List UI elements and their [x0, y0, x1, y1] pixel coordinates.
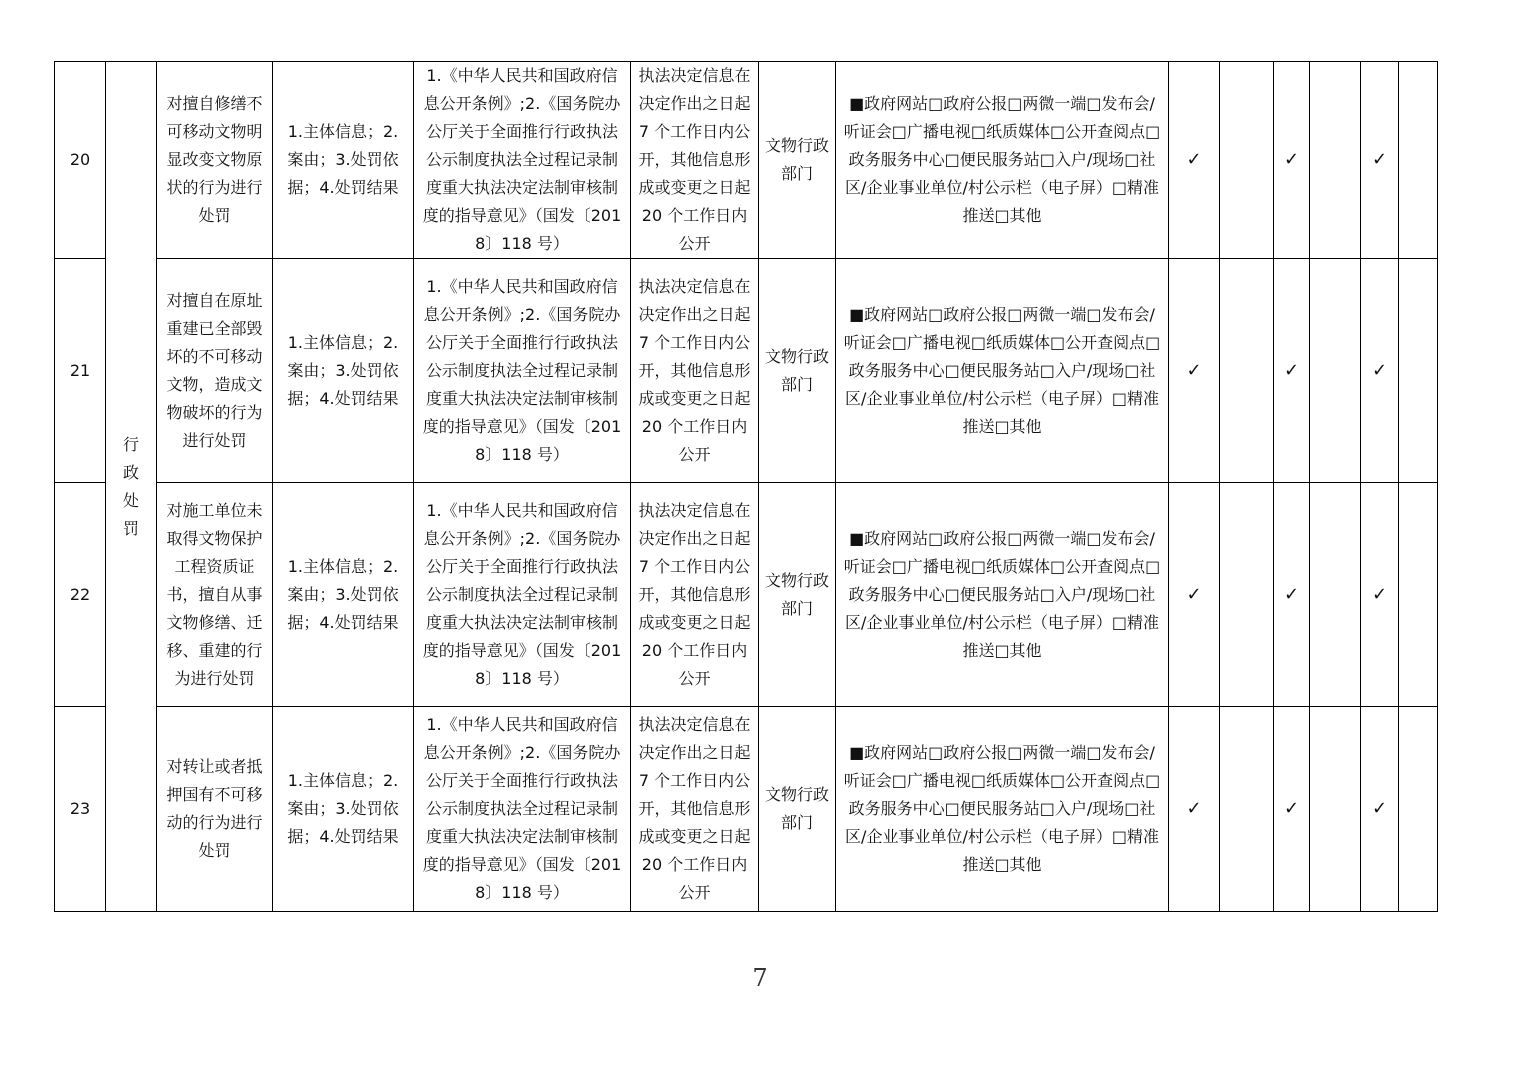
disclosure-channels: ■政府网站□政府公报□两微一端□发布会/ 听证会□广播电视□纸质媒体□公开查阅点□政务服务中心□便民服务站□入户/现场□社区/企业事业单位/村公示栏（电子屏）□精准推送□其他: [836, 62, 1169, 259]
disclosure-department: 文物行政部门: [759, 483, 836, 707]
table-row: [55, 259, 1438, 483]
row-number: 21: [55, 259, 106, 483]
check-cell: ✓: [1169, 259, 1220, 483]
check-cell: [1310, 707, 1361, 912]
disclosure-basis: 1.《中华人民共和国政府信息公开条例》;2.《国务院办公厅关于全面推行行政执法公示制度执法全过程记录制度重大执法决定法制审核制度的指导意见》（国发〔2018〕118 号）: [414, 483, 631, 707]
check-cell: [1310, 62, 1361, 259]
check-cell: [1310, 483, 1361, 707]
check-cell: [1220, 483, 1274, 707]
row-number: 23: [55, 707, 106, 912]
disclosure-time-limit: 执法决定信息在决定作出之日起 7 个工作日内公开，其他信息形成或变更之日起 20 个工作日内公开: [631, 483, 759, 707]
check-cell: ✓: [1274, 259, 1310, 483]
row-number: 20: [55, 62, 106, 259]
row-number: 22: [55, 483, 106, 707]
category-cell: [106, 62, 157, 912]
disclosure-channels: ■政府网站□政府公报□两微一端□发布会/ 听证会□广播电视□纸质媒体□公开查阅点□政务服务中心□便民服务站□入户/现场□社区/企业事业单位/村公示栏（电子屏）□精准推送□其他: [836, 259, 1169, 483]
disclosure-table: [54, 61, 1438, 912]
check-cell: [1310, 259, 1361, 483]
item-name: 对擅自修缮不可移动文物明显改变文物原状的行为进行处罚: [157, 62, 273, 259]
check-cell: [1220, 707, 1274, 912]
check-cell: ✓: [1169, 707, 1220, 912]
disclosure-content: 1.主体信息；2.案由；3.处罚依据；4.处罚结果: [273, 707, 414, 912]
check-cell: ✓: [1361, 483, 1399, 707]
disclosure-channels: ■政府网站□政府公报□两微一端□发布会/ 听证会□广播电视□纸质媒体□公开查阅点□政务服务中心□便民服务站□入户/现场□社区/企业事业单位/村公示栏（电子屏）□精准推送□其他: [836, 707, 1169, 912]
item-name: 对擅自在原址重建已全部毁坏的不可移动文物，造成文物破坏的行为进行处罚: [157, 259, 273, 483]
page-number: 7: [752, 964, 768, 992]
disclosure-content: 1.主体信息；2.案由；3.处罚依据；4.处罚结果: [273, 259, 414, 483]
item-name: 对转让或者抵押国有不可移动的行为进行处罚: [157, 707, 273, 912]
check-cell: ✓: [1361, 62, 1399, 259]
disclosure-basis: 1.《中华人民共和国政府信息公开条例》;2.《国务院办公厅关于全面推行行政执法公示制度执法全过程记录制度重大执法决定法制审核制度的指导意见》（国发〔2018〕118 号）: [414, 707, 631, 912]
disclosure-time-limit: 执法决定信息在决定作出之日起 7 个工作日内公开，其他信息形成或变更之日起 20 个工作日内公开: [631, 62, 759, 259]
check-cell: ✓: [1169, 483, 1220, 707]
disclosure-basis: 1.《中华人民共和国政府信息公开条例》;2.《国务院办公厅关于全面推行行政执法公示制度执法全过程记录制度重大执法决定法制审核制度的指导意见》（国发〔2018〕118 号）: [414, 62, 631, 259]
table-row: [55, 483, 1438, 707]
table-row: [55, 62, 1438, 259]
disclosure-department: 文物行政部门: [759, 62, 836, 259]
disclosure-department: 文物行政部门: [759, 259, 836, 483]
check-cell: [1399, 62, 1438, 259]
category-label: 行政处罚: [122, 434, 139, 538]
disclosure-time-limit: 执法决定信息在决定作出之日起 7 个工作日内公开，其他信息形成或变更之日起 20 个工作日内公开: [631, 707, 759, 912]
check-cell: ✓: [1274, 483, 1310, 707]
disclosure-channels: ■政府网站□政府公报□两微一端□发布会/ 听证会□广播电视□纸质媒体□公开查阅点□政务服务中心□便民服务站□入户/现场□社区/企业事业单位/村公示栏（电子屏）□精准推送□其他: [836, 483, 1169, 707]
check-cell: ✓: [1274, 62, 1310, 259]
check-cell: [1220, 259, 1274, 483]
check-cell: [1399, 259, 1438, 483]
check-cell: [1220, 62, 1274, 259]
table-row: [55, 707, 1438, 912]
item-name: 对施工单位未取得文物保护工程资质证书，擅自从事文物修缮、迁移、重建的行为进行处罚: [157, 483, 273, 707]
check-cell: [1399, 483, 1438, 707]
check-cell: ✓: [1274, 707, 1310, 912]
disclosure-content: 1.主体信息；2.案由；3.处罚依据；4.处罚结果: [273, 483, 414, 707]
disclosure-time-limit: 执法决定信息在决定作出之日起 7 个工作日内公开，其他信息形成或变更之日起 20 个工作日内公开: [631, 259, 759, 483]
check-cell: ✓: [1361, 259, 1399, 483]
check-cell: [1399, 707, 1438, 912]
disclosure-content: 1.主体信息；2.案由；3.处罚依据；4.处罚结果: [273, 62, 414, 259]
check-cell: ✓: [1169, 62, 1220, 259]
check-cell: ✓: [1361, 707, 1399, 912]
disclosure-basis: 1.《中华人民共和国政府信息公开条例》;2.《国务院办公厅关于全面推行行政执法公示制度执法全过程记录制度重大执法决定法制审核制度的指导意见》（国发〔2018〕118 号）: [414, 259, 631, 483]
disclosure-department: 文物行政部门: [759, 707, 836, 912]
